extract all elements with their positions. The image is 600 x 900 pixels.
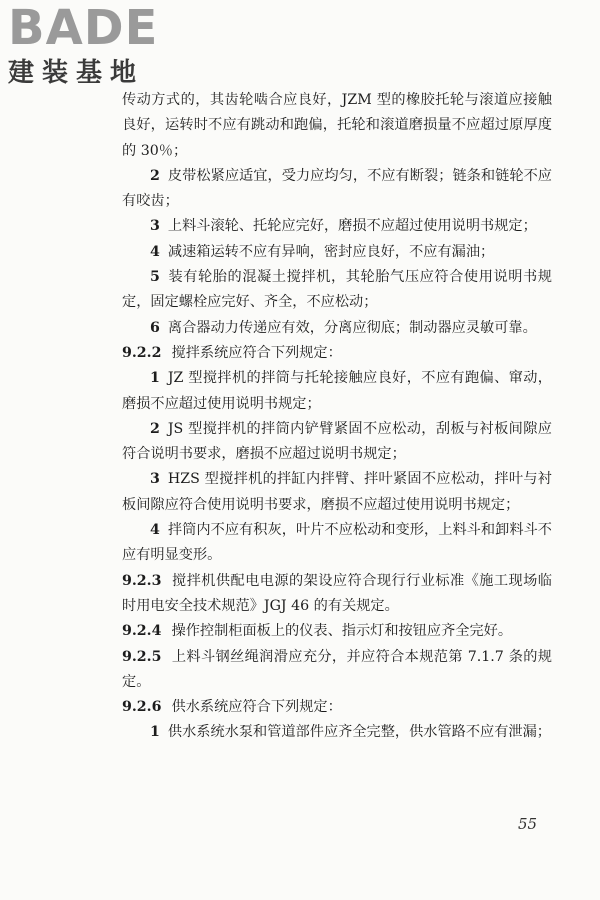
- paragraph-text: 搅拌系统应符合下列规定：: [171, 344, 342, 361]
- paragraph-text: 供水系统应符合下列规定：: [171, 699, 342, 716]
- paragraph-text: JS 型搅拌机的拌筒内铲臂紧固不应松动，刮板与衬板间隙应符合说明书要求，磨损不应超过说明书规定；: [122, 420, 552, 463]
- bade-logo: [8, 0, 178, 90]
- paragraph-text: 搅拌机供配电电源的架设应符合现行行业标准《施工现场临时用电安全技术规范》JGJ 46 的有关规定。: [122, 572, 552, 614]
- logo-wordmark: BADE: [8, 0, 159, 56]
- paragraph-text: 离合器动力传递应有效，分离应彻底；制动器应灵敏可靠。: [167, 319, 537, 336]
- item-number: 1: [150, 724, 160, 741]
- paragraph-text: JZ 型搅拌机的拌筒与托轮接触应良好，不应有跑偏、窜动，磨损不应超过使用说明书规定；: [122, 370, 552, 412]
- clause-paragraph: [122, 645, 552, 696]
- paragraph-text: 供水系统水泵和管道部件应齐全完整，供水管路不应有泄漏；: [167, 724, 551, 741]
- list-item: [122, 720, 552, 745]
- list-item: [122, 518, 552, 569]
- item-number: 2: [150, 167, 160, 184]
- item-number: 1: [150, 370, 160, 387]
- document-body: [122, 88, 552, 746]
- list-item: [122, 366, 552, 417]
- item-number: 3: [150, 218, 160, 235]
- clause-paragraph: [122, 569, 552, 620]
- item-number: 4: [150, 243, 160, 260]
- paragraph-text: 减速箱运转不应有异响，密封应良好，不应有漏油；: [167, 243, 495, 260]
- item-number: 5: [150, 269, 160, 286]
- list-item: [122, 316, 552, 341]
- list-item: [122, 240, 552, 265]
- paragraph-text: 拌筒内不应有积灰，叶片不应松动和变形，上料斗和卸料斗不应有明显变形。: [122, 522, 552, 564]
- clause-number: 9.2.3: [122, 572, 162, 589]
- clause-paragraph: [122, 619, 552, 644]
- list-item: [122, 164, 552, 215]
- paragraph-text: HZS 型搅拌机的拌缸内拌臂、拌叶紧固不应松动，拌叶与衬板间隙应符合使用说明书要求，磨损不应超过使用说明书规定；: [122, 471, 552, 513]
- paragraph-text: 操作控制柜面板上的仪表、指示灯和按钮应齐全完好。: [171, 623, 513, 640]
- paragraph-text: 上料斗钢丝绳润滑应充分，并应符合本规范第 7.1.7 条的规定。: [122, 648, 552, 690]
- list-item: [122, 467, 552, 518]
- clause-paragraph: [122, 341, 552, 366]
- list-item: [122, 265, 552, 316]
- logo-subtitle: 建装基地: [8, 58, 145, 88]
- item-number: 6: [150, 319, 160, 336]
- continuation-paragraph: [122, 88, 552, 164]
- list-item: [122, 417, 552, 468]
- paragraph-text: 装有轮胎的混凝土搅拌机，其轮胎气压应符合使用说明书规定，固定螺栓应完好、齐全，不应松动；: [122, 269, 552, 311]
- clause-number: 9.2.2: [122, 344, 162, 361]
- paragraph-text: 皮带松紧应适宜，受力应均匀，不应有断裂；链条和链轮不应有咬齿；: [122, 167, 552, 210]
- item-number: 2: [150, 420, 160, 437]
- paragraph-text: 上料斗滚轮、托轮应完好，磨损不应超过使用说明书规定；: [167, 218, 537, 235]
- list-item: [122, 214, 552, 239]
- clause-number: 9.2.5: [122, 648, 162, 665]
- item-number: 4: [150, 522, 160, 539]
- clause-number: 9.2.6: [122, 699, 162, 716]
- clause-number: 9.2.4: [122, 623, 162, 640]
- clause-paragraph: [122, 695, 552, 720]
- item-number: 3: [150, 471, 160, 488]
- page-number: 55: [518, 815, 538, 833]
- paragraph-text: 传动方式的，其齿轮啮合应良好，JZM 型的橡胶托轮与滚道应接触良好，运转时不应有跳动和跑偏，托轮和滚道磨损量不应超过原厚度的 30％；: [122, 92, 552, 159]
